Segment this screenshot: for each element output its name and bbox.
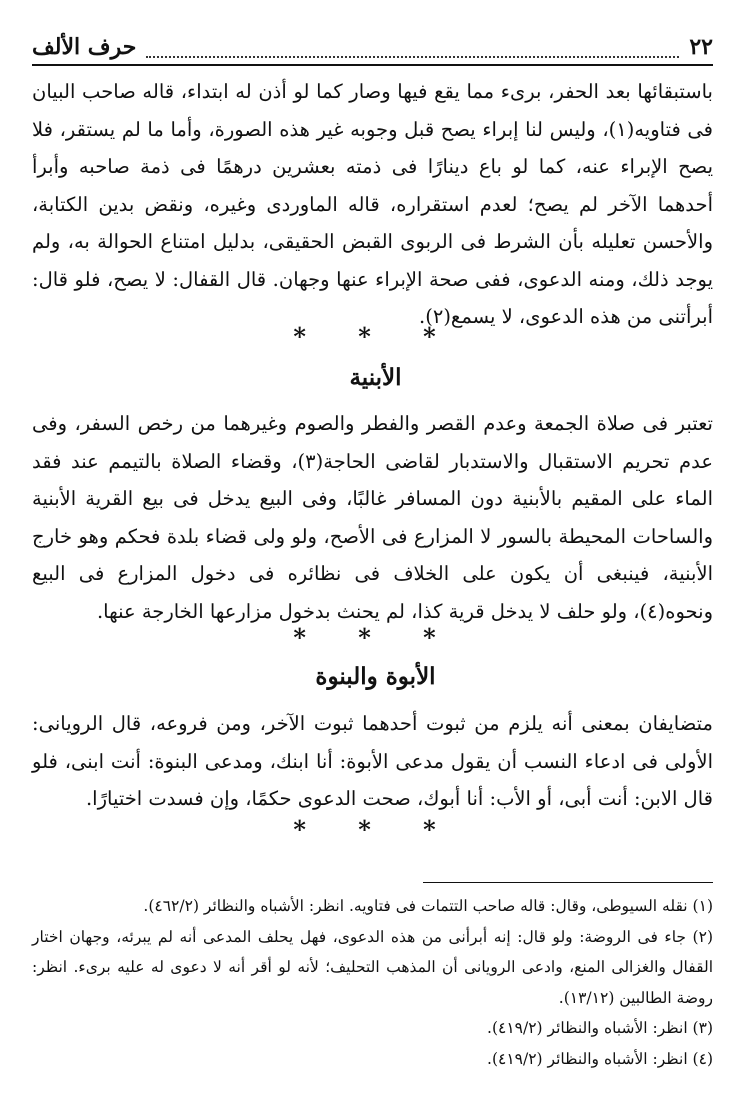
chapter-title: حرف الألف: [32, 34, 137, 60]
section-separator: * * *: [293, 322, 458, 351]
abniya-paragraph: [32, 405, 713, 630]
footnote-rule: [423, 882, 713, 883]
footnote-4: (٤) انظر: الأشباه والنظائر (٤١٩/٢).: [487, 1049, 713, 1068]
paragraph-text: متضايفان بمعنى أنه يلزم من ثبوت أحدهما ثبوت الآخر، ومن فروعه، قال الرويانى: الأولى فى ادعاء النسب أن يقول مدعى الأبوة: أنا ابنك، ومدعى البنوة: أنت ابنى، فلو قال الابن: أنت أبى، أو الأب: أنا أبوك، صحت الدعوى حكمًا، وإن فسدت اختيارًا.: [32, 712, 713, 810]
section-heading-abniya: الأبنية: [349, 364, 402, 391]
section-heading-ubuwwa: الأبوة والبنوة: [315, 663, 436, 690]
footnote-3: (٣) انظر: الأشباه والنظائر (٤١٩/٢).: [487, 1019, 713, 1037]
continued-paragraph: [32, 73, 713, 336]
ubuwwa-paragraph: [32, 705, 713, 818]
footnote-1: (١) نقله السيوطى، وقال: قاله صاحب التتمات فى فتاويه. انظر: الأشباه والنظائر (٤٦٢/٢).: [143, 897, 713, 915]
page-number: ٢٢: [689, 34, 713, 60]
footnotes: [32, 891, 713, 1074]
running-header: [32, 30, 713, 66]
section-separator: * * *: [293, 623, 458, 652]
footnote-2: (٢) جاء فى الروضة: ولو قال: إنه أبرأنى من هذه الدعوى، فهل يحلف المدعى أنه لم يبرئه، وجهان اختار القفال والغزالى المنع، وادعى الرويانى أن المذهب التحليف؛ لأنه لو أقر أنه لا دعوى له عليه برىء. انظر: روضة الطالبين (١٣/١٢).: [32, 927, 713, 1007]
header-dot-leader: [146, 46, 679, 58]
paragraph-text: تعتبر فى صلاة الجمعة وعدم القصر والفطر والصوم وغيرهما من رخص السفر، وفى عدم تحريم الاستقبال والاستدبار لقاضى الحاجة(٣)، وقضاء الصلاة بالتيمم عند فقد الماء على المقيم بالأبنية دون المسافر غالبًا، وفى البيع يدخل فى بيع القرية الأبنية والساحات المحيطة بالسور لا المزارع فى الأصح، ولو ولى قضاء بلدة فحكم وهو خارج الأبنية، فينبغى أن يكون على الخلاف فى نظائره فى دخول المزارع فى البيع ونحوه(٤)، ولو حلف لا يدخل قرية كذا، لم يحنث بدخول مزارعها الخارجة عنها.: [32, 412, 714, 623]
section-separator: * * *: [293, 815, 458, 844]
paragraph-text: باستبقائها بعد الحفر، برىء مما يقع فيها وصار كما لو أذن له ابتداء، قاله صاحب البيان فى فتاويه(١)، وليس لنا إبراء يصح قبل وجوبه غير هذه الصورة، وأما ما لم يستقر، فلا يصح الإبراء عنه، كما لو باع دينارًا فى ذمته بعشرين درهمًا فى ذمة صاحبه وأبرأ أحدهما الآخر لم يصح؛ لعدم استقراره، قاله الماوردى وغيره، ونقض بدين الكتابة، والأحسن تعليله بأن الشرط فى الربوى القبض الحقيقى، بدليل امتناع الحوالة به، ولم يوجد ذلك، ومنه الدعوى، ففى صحة الإبراء عنها وجهان. قال القفال: لا يصح، فلو قال: أبرأتنى من هذه الدعوى، لا يسمع(٢).: [32, 80, 713, 328]
